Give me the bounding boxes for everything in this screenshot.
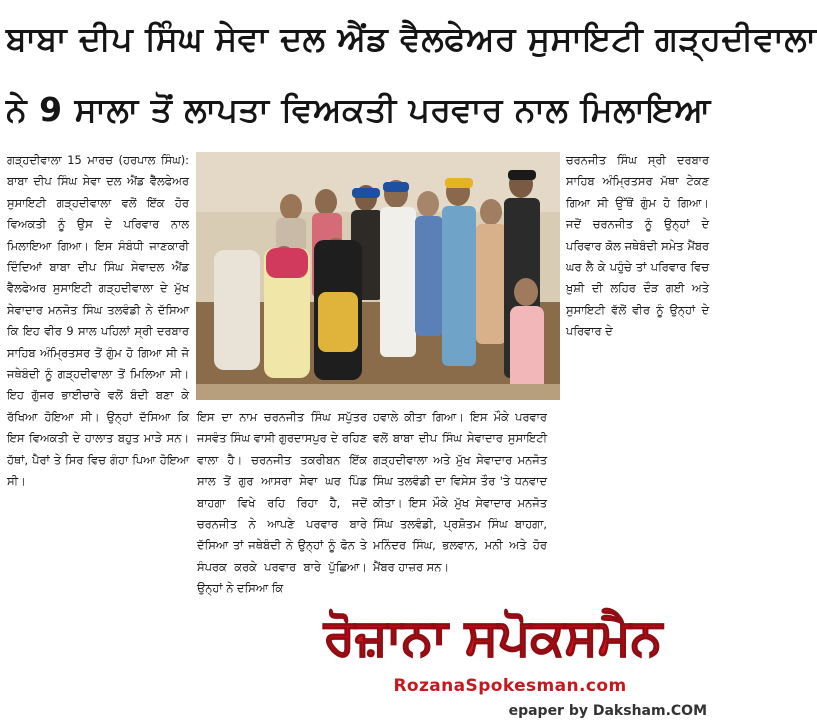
article-column-2 — [197, 407, 367, 596]
column-4-text: ਚਰਨਜੀਤ ਸਿੰਘ ਸ੍ਰੀ ਦਰਬਾਰ ਸਾਹਿਬ ਅੰਮ੍ਰਿਤਸਰ ਮੱਥਾ ਟੇਕਣ ਗਿਆ ਸੀ ਉੱਥੋਂ ਗੁੰਮ ਹੋ ਗਿਆ। ਜਦੋਂ ਚਰਨਜੀਤ ਨੂੰ ਉਨ੍ਹਾਂ ਦੇ ਪਰਿਵਾਰ ਕੋਲ ਜਥੇਬੰਦੀ ਸਮੇਤ ਮੈਂਬਰ ਘਰ ਲੈ ਕੇ ਪਹੁੰਚੇ ਤਾਂ ਪਰਿਵਾਰ ਵਿਚ ਖ਼ੁਸ਼ੀ ਦੀ ਲਹਿਰ ਦੌੜ ਗਈ ਅਤੇ ਸੁਸਾਇਟੀ ਵੱਲੋਂ ਵੀਰ ਨੂੰ ਉਨ੍ਹਾਂ ਦੇ ਪਰਿਵਾਰ ਦੇ — [566, 153, 709, 339]
article-column-3 — [373, 407, 547, 577]
article-column-4 — [566, 150, 709, 412]
headline-line-2: ਨੇ 9 ਸਾਲਾ ਤੋਂ ਲਾਪਤਾ ਵਿਅਕਤੀ ਪਰਵਾਰ ਨਾਲ ਮਿਲਾਇਆ — [6, 90, 711, 129]
epaper-credit: epaper by Daksham.COM — [508, 703, 707, 719]
article-photo — [196, 152, 560, 400]
rozana-spokesman-logo — [275, 600, 711, 672]
website-url[interactable]: RozanaSpokesman.com — [393, 676, 627, 696]
column-1-text: ਗੜ੍ਹਦੀਵਾਲਾ 15 ਮਾਰਚ (ਹਰਪਾਲ ਸਿੰਘ): ਬਾਬਾ ਦੀਪ ਸਿੰਘ ਸੇਵਾ ਦਲ ਐਂਡ ਵੈੱਲਫੇਅਰ ਸੁਸਾਇਟੀ ਗੜ੍ਹਦੀਵਾਲਾ ਵਲੋਂ ਇੱਕ ਹੋਰ ਵਿਅਕਤੀ ਨੂੰ ਉਸ ਦੇ ਪਰਿਵਾਰ ਨਾਲ ਮਿਲਾਇਆ ਗਿਆ। ਇਸ ਸੰਬੰਧੀ ਜਾਣਕਾਰੀ ਦਿੰਦਿਆਂ ਬਾਬਾ ਦੀਪ ਸਿੰਘ ਸੇਵਾਦਲ ਐਂਡ ਵੈਲਫੇਅਰ ਸੁਸਾਇਟੀ ਗੜ੍ਹਦੀਵਾਲਾ ਦੇ ਮੁੱਖ ਸੇਵਾਦਾਰ ਮਨਜੋਤ ਸਿੰਘ ਤਲਵੰਡੀ ਨੇ ਦੱਸਿਆ ਕਿ ਇਹ ਵੀਰ 9 ਸਾਲ ਪਹਿਲਾਂ ਸ੍ਰੀ ਦਰਬਾਰ ਸਾਹਿਬ ਅੰਮ੍ਰਿਤਸਰ ਤੋਂ ਗੁੰਮ ਹੋ ਗਿਆ ਸੀ ਜੋ ਜਥੇਬੰਦੀ ਨੂੰ ਗੜ੍ਹਦੀਵਾਲਾ ਤੋਂ ਮਿਲਿਆ ਸੀ। ਇਹ ਗੁੱਜਰ ਭਾਈਚਾਰੇ ਵਲੋਂ ਬੰਦੀ ਬਣਾ ਕੇ ਰੱਖਿਆ ਹੋਇਆ ਸੀ। ਉਨ੍ਹਾਂ ਦੱਸਿਆ ਕਿ ਇਸ ਵਿਅਕਤੀ ਦੇ ਹਾਲਾਤ ਬਹੁਤ ਮਾੜੇ ਸਨ। ਹੱਥਾਂ, ਪੈਰਾਂ ਤੇ ਸਿਰ ਵਿਚ ਗੰਹਾ ਪਿਆ ਹੋਇਆ ਸੀ। — [7, 153, 189, 489]
article-column-1 — [7, 150, 189, 575]
column-3-text: ਹਵਾਲੇ ਕੀਤਾ ਗਿਆ। ਇਸ ਮੌਕੇ ਪਰਵਾਰ ਵਲੋਂ ਬਾਬਾ ਦੀਪ ਸਿੰਘ ਸੇਵਾਦਾਰ ਸੁਸਾਇਟੀ ਗੜ੍ਹਦੀਵਾਲਾ ਅਤੇ ਮੁੱਖ ਸੇਵਾਦਾਰ ਮਨਜੋਤ ਸਿੰਘ ਤਲਵੰਡੀ ਦਾ ਵਿਸੇਸ ਤੌਰ 'ਤੇ ਧਨਵਾਦ ਕੀਤਾ। ਇਸ ਮੌਕੇ ਮੁੱਖ ਸੇਵਾਦਾਰ ਮਨਜੋਤ ਸਿੰਘ ਤਲਵੰਡੀ, ਪ੍ਰਸ਼ੋਤਮ ਸਿੰਘ ਬਾਹਗਾ, ਮਨਿੰਦਰ ਸਿੰਘ, ਭਲਵਾਨ, ਮਨੀ ਅਤੇ ਹੋਰ ਮੈਂਬਰ ਹਾਜ਼ਰ ਸਨ। — [373, 410, 547, 574]
column-2-text: ਇਸ ਦਾ ਨਾਮ ਚਰਨਜੀਤ ਸਿੰਘ ਸਪੁੱਤਰ ਜਸਵੰਤ ਸਿੰਘ ਵਾਸੀ ਗੁਰਦਾਸਪੁਰ ਦੇ ਰਹਿਣ ਵਾਲਾ ਹੈ। ਚਰਨਜੀਤ ਤਕਰੀਬਨ ਇੱਕ ਸਾਲ ਤੋਂ ਗੁਰ ਆਸਰਾ ਸੇਵਾ ਘਰ ਪਿੰਡ ਬਾਹਗਾ ਵਿਖੇ ਰਹਿ ਰਿਹਾ ਹੈ, ਜਦੋਂ ਚਰਨਜੀਤ ਨੇ ਆਪਣੇ ਪਰਵਾਰ ਬਾਰੇ ਦੱਸਿਆ ਤਾਂ ਜਥੇਬੰਦੀ ਨੇ ਉਨ੍ਹਾਂ ਨੂੰ ਫੋਨ ਤੇ ਸੰਪਰਕ ਕਰਕੇ ਪਰਵਾਰ ਬਾਰੇ ਪੁੱਛਿਆ। ਉਨ੍ਹਾਂ ਨੇ ਦਸਿਆ ਕਿ — [197, 410, 367, 596]
logo-text: ਰੋਜ਼ਾਨਾ ਸਪੋਕਸਮੈਨ — [324, 608, 662, 666]
headline-line-1: ਬਾਬਾ ਦੀਪ ਸਿੰਘ ਸੇਵਾ ਦਲ ਐਂਡ ਵੈਲਫੇਅਰ ਸੁਸਾਇਟੀ ਗੜ੍ਹਦੀਵਾਲਾ — [6, 19, 817, 58]
